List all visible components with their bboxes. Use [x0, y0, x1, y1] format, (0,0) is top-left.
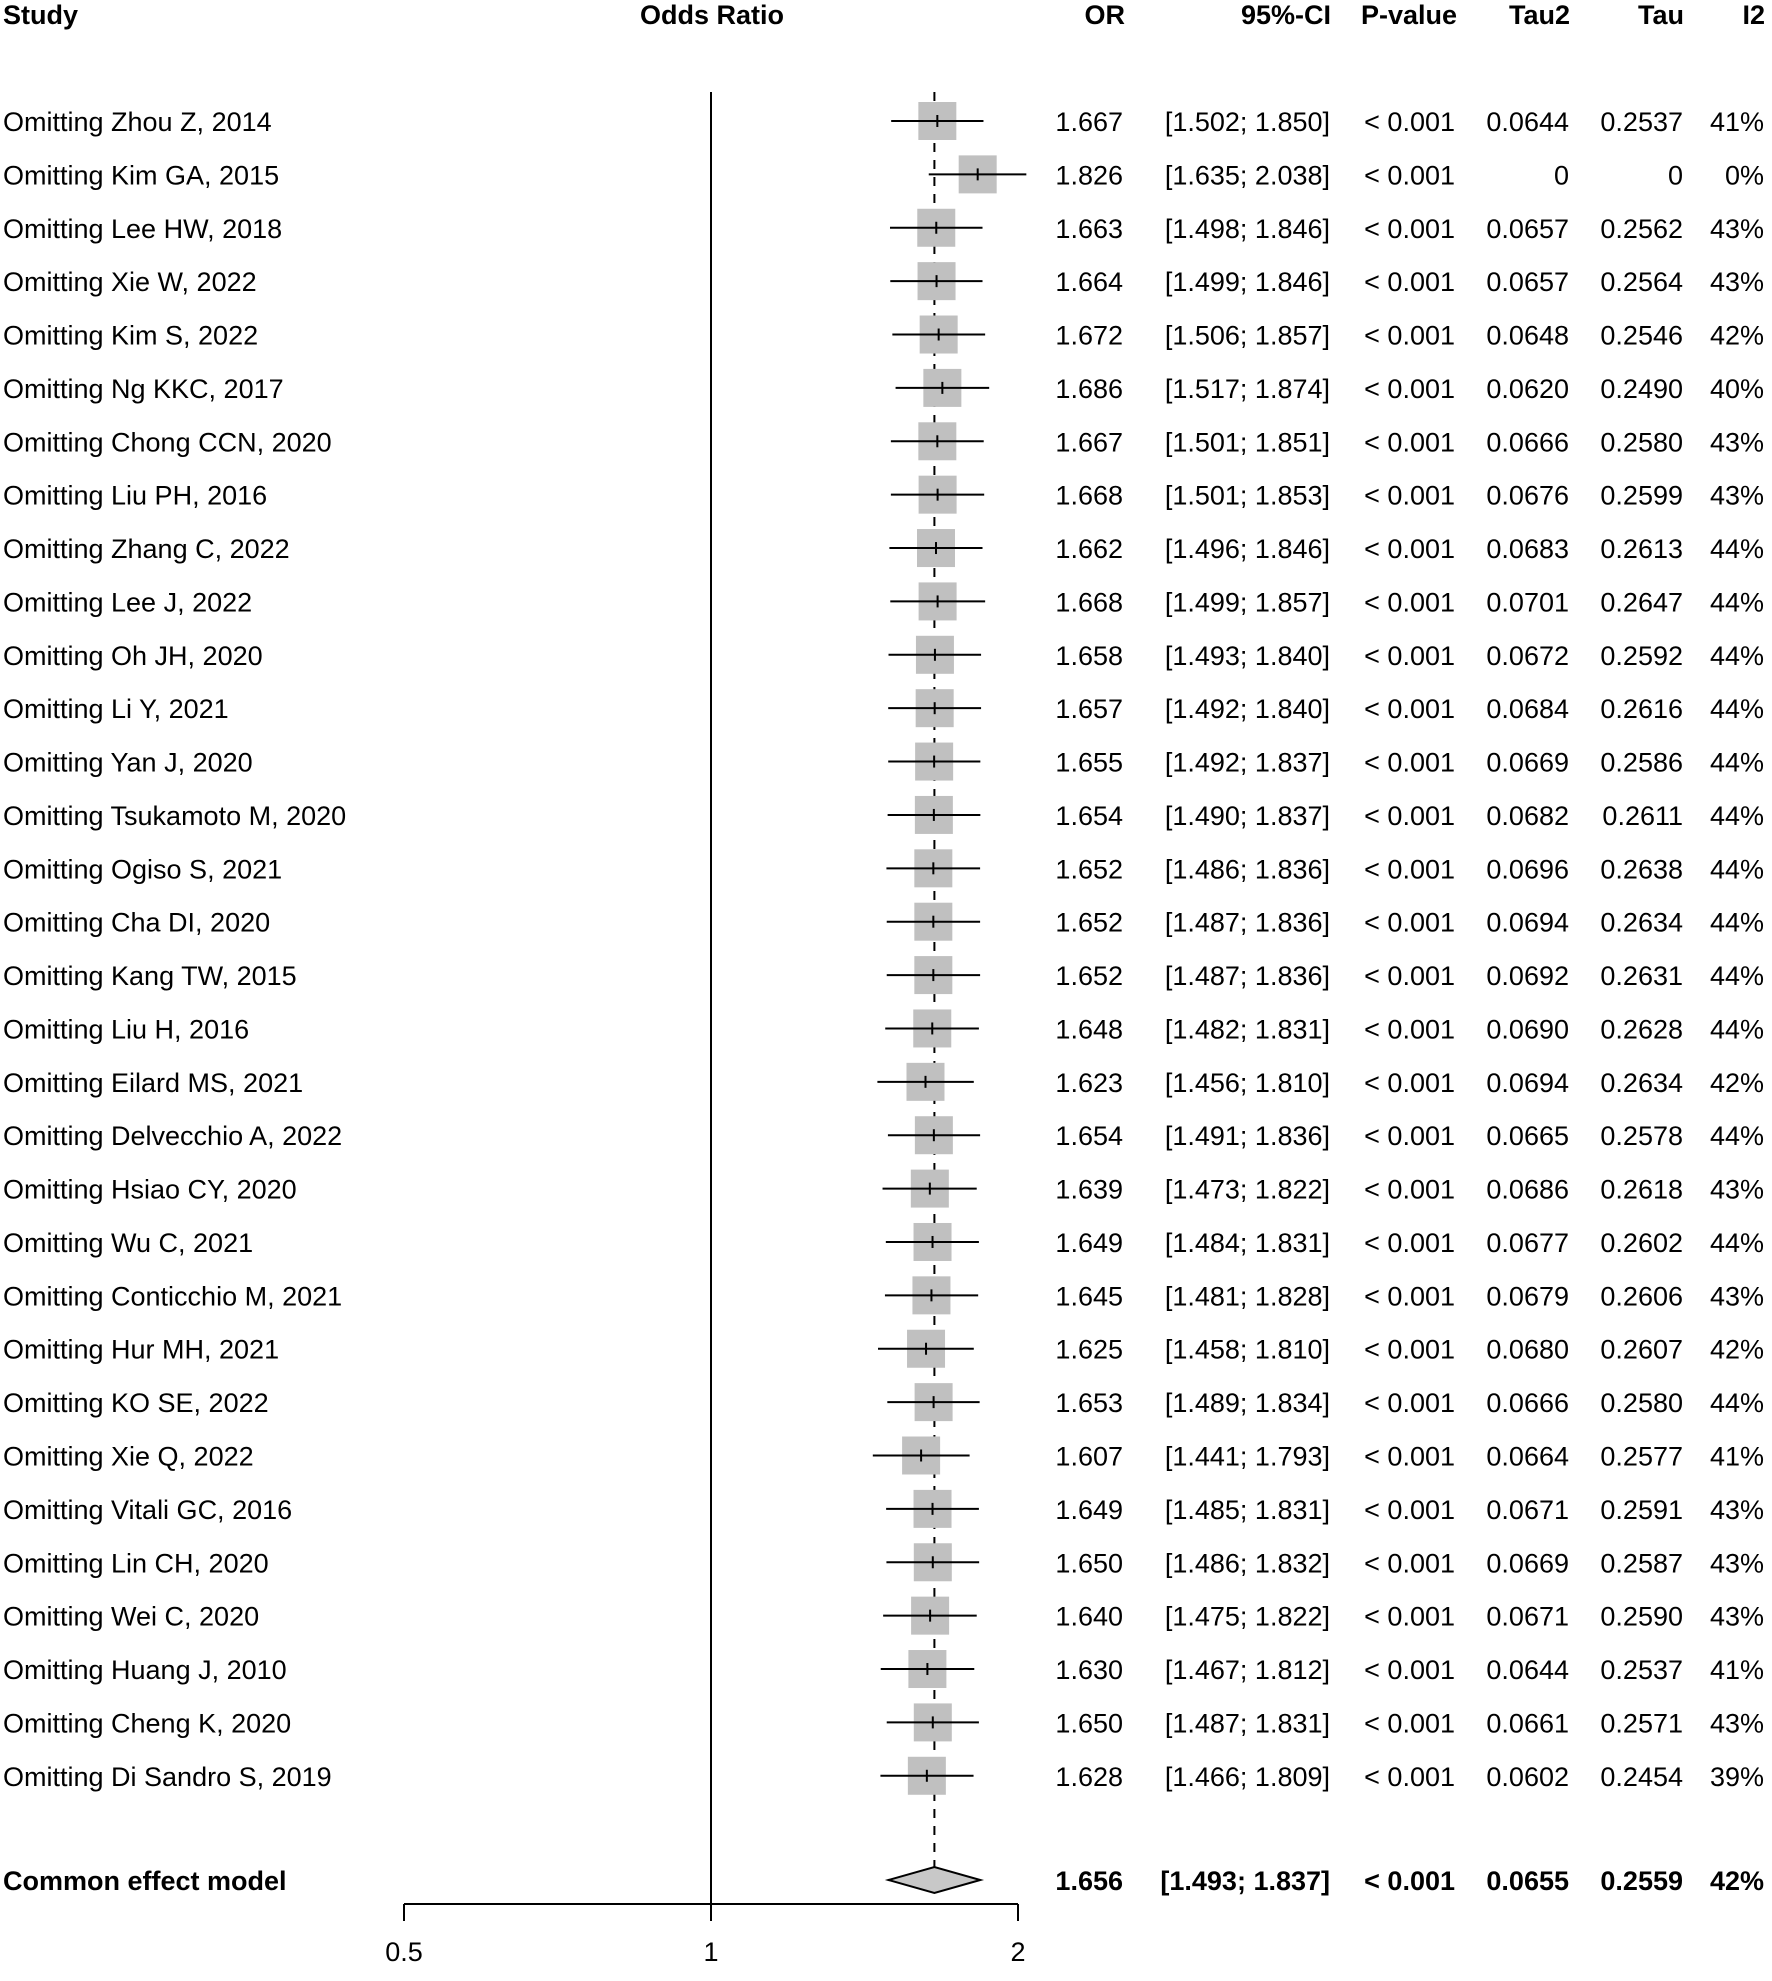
or-value: 1.653	[1055, 1388, 1123, 1419]
tau-value: 0.2580	[1600, 427, 1683, 458]
ci-value: [1.486; 1.832]	[1164, 1548, 1330, 1579]
study-label: Omitting Chong CCN, 2020	[3, 427, 332, 458]
p-value: < 0.001	[1364, 1281, 1455, 1312]
or-value: 1.639	[1055, 1174, 1123, 1205]
study-label: Omitting Zhou Z, 2014	[3, 107, 272, 137]
tau2-value: 0.0679	[1486, 1281, 1569, 1312]
tau-value: 0.2631	[1600, 961, 1683, 992]
p-value: < 0.001	[1364, 1708, 1455, 1739]
ci-value: [1.466; 1.809]	[1164, 1761, 1330, 1792]
study-label: Omitting Lin CH, 2020	[3, 1548, 269, 1579]
ci-value: [1.467; 1.812]	[1164, 1655, 1330, 1686]
table-row	[3, 1543, 1764, 1581]
i2-value: 43%	[1709, 427, 1764, 458]
ci-value: [1.499; 1.857]	[1164, 587, 1330, 618]
ci-value: [1.482; 1.831]	[1164, 1014, 1330, 1045]
or-value: 1.649	[1055, 1494, 1123, 1525]
or-value: 1.628	[1055, 1761, 1123, 1792]
tau-value: 0.2647	[1600, 587, 1683, 618]
tau2-value: 0.0655	[1486, 1866, 1569, 1896]
p-value: < 0.001	[1364, 1601, 1455, 1632]
p-value: < 0.001	[1364, 480, 1455, 511]
or-value: 1.625	[1055, 1334, 1123, 1365]
ci-value: [1.498; 1.846]	[1164, 213, 1330, 244]
p-value: < 0.001	[1364, 427, 1455, 458]
or-value: 1.667	[1055, 107, 1123, 137]
or-value: 1.649	[1055, 1227, 1123, 1258]
study-label: Omitting Kim S, 2022	[3, 320, 259, 351]
tau2-value: 0.0666	[1486, 1388, 1569, 1419]
p-value: < 0.001	[1364, 961, 1455, 992]
or-value: 1.672	[1055, 320, 1123, 351]
tau-value: 0.2592	[1600, 640, 1683, 671]
study-label: Omitting Di Sandro S, 2019	[3, 1761, 332, 1792]
i2-value: 44%	[1709, 1121, 1764, 1152]
tau-value: 0.2599	[1600, 480, 1683, 511]
table-row	[3, 1063, 1764, 1101]
table-row	[3, 529, 1764, 567]
study-label: Common effect model	[3, 1866, 287, 1896]
p-value: < 0.001	[1364, 1334, 1455, 1365]
study-label: Omitting Wu C, 2021	[3, 1227, 254, 1258]
or-value: 1.663	[1055, 213, 1123, 244]
tau-value: 0.2578	[1600, 1121, 1683, 1152]
i2-value: 43%	[1709, 213, 1764, 244]
table-row	[3, 262, 1764, 300]
or-value: 1.645	[1055, 1281, 1123, 1312]
p-value: < 0.001	[1364, 1655, 1455, 1686]
tau2-value: 0.0696	[1486, 854, 1569, 885]
ci-value: [1.501; 1.853]	[1164, 480, 1330, 511]
p-value: < 0.001	[1364, 1494, 1455, 1525]
p-value: < 0.001	[1364, 640, 1455, 671]
study-label: Omitting Ng KKC, 2017	[3, 373, 284, 404]
table-row	[3, 1437, 1764, 1475]
i2-value: 44%	[1709, 587, 1764, 618]
tau-value: 0.2564	[1600, 267, 1683, 298]
header-p-value: P-value	[1360, 0, 1457, 30]
ci-value: [1.496; 1.846]	[1164, 534, 1330, 565]
i2-value: 43%	[1709, 1174, 1764, 1205]
tau-value: 0.2590	[1600, 1601, 1683, 1632]
ci-value: [1.485; 1.831]	[1164, 1494, 1330, 1525]
tau-value: 0.2562	[1600, 213, 1683, 244]
tau2-value: 0.0602	[1486, 1761, 1569, 1792]
tau2-value: 0.0669	[1486, 1548, 1569, 1579]
tau2-value: 0.0686	[1486, 1174, 1569, 1205]
tau-value: 0	[1667, 160, 1683, 191]
p-value: < 0.001	[1364, 800, 1455, 831]
i2-value: 43%	[1709, 1601, 1764, 1632]
or-value: 1.652	[1055, 961, 1123, 992]
tau2-value: 0.0620	[1486, 373, 1569, 404]
tau2-value: 0.0680	[1486, 1334, 1569, 1365]
tau-value: 0.2559	[1600, 1866, 1683, 1896]
study-label: Omitting Hsiao CY, 2020	[3, 1174, 297, 1205]
tau2-value: 0.0684	[1486, 694, 1569, 725]
i2-value: 44%	[1709, 961, 1764, 992]
i2-value: 40%	[1709, 373, 1764, 404]
ci-value: [1.456; 1.810]	[1164, 1067, 1330, 1098]
table-row	[3, 422, 1764, 460]
tau-value: 0.2613	[1600, 534, 1683, 565]
tau-value: 0.2571	[1600, 1708, 1683, 1739]
i2-value: 44%	[1709, 1227, 1764, 1258]
tau-value: 0.2454	[1600, 1761, 1683, 1792]
tau-value: 0.2607	[1600, 1334, 1683, 1365]
p-value: < 0.001	[1364, 213, 1455, 244]
tau2-value: 0.0661	[1486, 1708, 1569, 1739]
i2-value: 44%	[1709, 640, 1764, 671]
or-value: 1.650	[1055, 1708, 1123, 1739]
table-row	[3, 1170, 1764, 1208]
tau2-value: 0.0694	[1486, 907, 1569, 938]
tau2-value: 0.0644	[1486, 107, 1569, 137]
or-value: 1.654	[1055, 800, 1123, 831]
table-row	[3, 316, 1764, 354]
study-label: Omitting Lee J, 2022	[3, 587, 253, 618]
table-row	[3, 1703, 1764, 1741]
ci-value: [1.499; 1.846]	[1164, 267, 1330, 298]
i2-value: 44%	[1709, 1388, 1764, 1419]
i2-value: 44%	[1709, 694, 1764, 725]
p-value: < 0.001	[1364, 747, 1455, 778]
table-row	[3, 582, 1764, 620]
tau2-value: 0.0665	[1486, 1121, 1569, 1152]
p-value: < 0.001	[1364, 1388, 1455, 1419]
ci-value: [1.635; 2.038]	[1164, 160, 1330, 191]
table-row	[3, 1223, 1764, 1261]
p-value: < 0.001	[1364, 1761, 1455, 1792]
table-row	[3, 743, 1764, 781]
tau-value: 0.2537	[1600, 107, 1683, 137]
p-value: < 0.001	[1364, 1548, 1455, 1579]
study-label: Omitting KO SE, 2022	[3, 1388, 269, 1419]
study-label: Omitting Eilard MS, 2021	[3, 1067, 304, 1098]
tau2-value: 0.0669	[1486, 747, 1569, 778]
study-label: Omitting Li Y, 2021	[3, 694, 229, 725]
study-label: Omitting Wei C, 2020	[3, 1601, 260, 1632]
ci-value: [1.493; 1.840]	[1164, 640, 1330, 671]
header-or: OR	[1084, 0, 1125, 30]
study-label: Omitting Conticchio M, 2021	[3, 1281, 343, 1312]
study-label: Omitting Cha DI, 2020	[3, 907, 271, 938]
tau2-value: 0.0648	[1486, 320, 1569, 351]
ci-value: [1.491; 1.836]	[1164, 1121, 1330, 1152]
tau2-value: 0.0644	[1486, 1655, 1569, 1686]
p-value: < 0.001	[1364, 907, 1455, 938]
i2-value: 44%	[1709, 534, 1764, 565]
or-value: 1.826	[1055, 160, 1123, 191]
tau2-value: 0.0657	[1486, 267, 1569, 298]
table-row	[3, 1757, 1764, 1795]
p-value: < 0.001	[1364, 587, 1455, 618]
tau2-value: 0	[1553, 160, 1569, 191]
ci-value: [1.481; 1.828]	[1164, 1281, 1330, 1312]
table-row	[3, 155, 1764, 193]
tau2-value: 0.0671	[1486, 1601, 1569, 1632]
tau-value: 0.2591	[1600, 1494, 1683, 1525]
tau-value: 0.2602	[1600, 1227, 1683, 1258]
i2-value: 42%	[1709, 1334, 1764, 1365]
table-row	[3, 1009, 1764, 1047]
i2-value: 43%	[1709, 480, 1764, 511]
or-value: 1.652	[1055, 907, 1123, 938]
or-value: 1.652	[1055, 854, 1123, 885]
p-value: < 0.001	[1364, 1121, 1455, 1152]
tau-value: 0.2546	[1600, 320, 1683, 351]
x-tick-label: 2	[1010, 1937, 1026, 1967]
table-row	[3, 209, 1764, 247]
or-value: 1.667	[1055, 427, 1123, 458]
p-value: < 0.001	[1364, 534, 1455, 565]
summary-diamond	[889, 1867, 981, 1893]
i2-value: 43%	[1709, 1548, 1764, 1579]
tau-value: 0.2577	[1600, 1441, 1683, 1472]
ci-value: [1.484; 1.831]	[1164, 1227, 1330, 1258]
table-row	[3, 903, 1764, 941]
table-row	[3, 636, 1764, 674]
tau2-value: 0.0672	[1486, 640, 1569, 671]
i2-value: 41%	[1709, 1441, 1764, 1472]
or-value: 1.668	[1055, 480, 1123, 511]
ci-value: [1.487; 1.836]	[1164, 961, 1330, 992]
study-label: Omitting Oh JH, 2020	[3, 640, 263, 671]
ci-value: [1.490; 1.837]	[1164, 800, 1330, 831]
or-value: 1.668	[1055, 587, 1123, 618]
tau-value: 0.2634	[1600, 907, 1683, 938]
i2-value: 39%	[1709, 1761, 1764, 1792]
or-value: 1.686	[1055, 373, 1123, 404]
p-value: < 0.001	[1364, 694, 1455, 725]
study-label: Omitting Xie W, 2022	[3, 267, 257, 298]
or-value: 1.648	[1055, 1014, 1123, 1045]
i2-value: 44%	[1709, 800, 1764, 831]
tau2-value: 0.0694	[1486, 1067, 1569, 1098]
i2-value: 44%	[1709, 907, 1764, 938]
ci-value: [1.492; 1.837]	[1164, 747, 1330, 778]
p-value: < 0.001	[1364, 107, 1455, 137]
study-label: Omitting Cheng K, 2020	[3, 1708, 292, 1739]
ci-value: [1.473; 1.822]	[1164, 1174, 1330, 1205]
i2-value: 42%	[1709, 1067, 1764, 1098]
study-label: Omitting Tsukamoto M, 2020	[3, 800, 347, 831]
or-value: 1.655	[1055, 747, 1123, 778]
tau-value: 0.2587	[1600, 1548, 1683, 1579]
tau-value: 0.2618	[1600, 1174, 1683, 1205]
or-value: 1.662	[1055, 534, 1123, 565]
ci-value: [1.493; 1.837]	[1160, 1866, 1330, 1896]
tau-value: 0.2638	[1600, 854, 1683, 885]
or-value: 1.664	[1055, 267, 1123, 298]
study-label: Omitting Lee HW, 2018	[3, 213, 283, 244]
or-value: 1.623	[1055, 1067, 1123, 1098]
study-label: Omitting Hur MH, 2021	[3, 1334, 280, 1365]
p-value: < 0.001	[1364, 160, 1455, 191]
table-row	[3, 1116, 1764, 1154]
study-label: Omitting Delvecchio A, 2022	[3, 1121, 343, 1152]
p-value: < 0.001	[1364, 854, 1455, 885]
i2-value: 42%	[1709, 1866, 1764, 1896]
table-row	[3, 102, 1764, 140]
table-row	[3, 1597, 1764, 1635]
i2-value: 43%	[1709, 1281, 1764, 1312]
table-row	[3, 1330, 1764, 1368]
i2-value: 0%	[1724, 160, 1764, 191]
header-ci: 95%-CI	[1240, 0, 1331, 30]
i2-value: 43%	[1709, 1494, 1764, 1525]
tau2-value: 0.0690	[1486, 1014, 1569, 1045]
tau-value: 0.2586	[1600, 747, 1683, 778]
ci-value: [1.506; 1.857]	[1164, 320, 1330, 351]
table-row	[3, 476, 1764, 514]
table-row	[3, 1383, 1764, 1421]
p-value: < 0.001	[1364, 373, 1455, 404]
ci-value: [1.458; 1.810]	[1164, 1334, 1330, 1365]
i2-value: 43%	[1709, 1708, 1764, 1739]
study-label: Omitting Ogiso S, 2021	[3, 854, 283, 885]
header-odds-ratio: Odds Ratio	[639, 0, 785, 30]
study-label: Omitting Vitali GC, 2016	[3, 1494, 293, 1525]
table-row	[3, 1490, 1764, 1528]
ci-value: [1.492; 1.840]	[1164, 694, 1330, 725]
table-row	[3, 849, 1764, 887]
i2-value: 44%	[1709, 747, 1764, 778]
p-value: < 0.001	[1364, 1227, 1455, 1258]
p-value: < 0.001	[1364, 1014, 1455, 1045]
ci-value: [1.487; 1.831]	[1164, 1708, 1330, 1739]
study-label: Omitting Kang TW, 2015	[3, 961, 297, 992]
header-tau2: Tau2	[1508, 0, 1570, 30]
or-value: 1.658	[1055, 640, 1123, 671]
study-label: Omitting Zhang C, 2022	[3, 534, 290, 565]
study-label: Omitting Yan J, 2020	[3, 747, 253, 778]
tau2-value: 0.0664	[1486, 1441, 1569, 1472]
table-row	[3, 796, 1764, 834]
p-value: < 0.001	[1364, 1441, 1455, 1472]
or-value: 1.640	[1055, 1601, 1123, 1632]
or-value: 1.607	[1055, 1441, 1123, 1472]
i2-value: 41%	[1709, 1655, 1764, 1686]
tau2-value: 0.0683	[1486, 534, 1569, 565]
tau-value: 0.2616	[1600, 694, 1683, 725]
i2-value: 43%	[1709, 267, 1764, 298]
tau-value: 0.2611	[1602, 800, 1683, 831]
p-value: < 0.001	[1364, 320, 1455, 351]
study-label: Omitting Liu PH, 2016	[3, 480, 268, 511]
or-value: 1.630	[1055, 1655, 1123, 1686]
ci-value: [1.486; 1.836]	[1164, 854, 1330, 885]
tau-value: 0.2606	[1600, 1281, 1683, 1312]
tau2-value: 0.0671	[1486, 1494, 1569, 1525]
table-row	[3, 1276, 1764, 1314]
or-value: 1.654	[1055, 1121, 1123, 1152]
study-label: Omitting Huang J, 2010	[3, 1655, 287, 1686]
tau-value: 0.2490	[1600, 373, 1683, 404]
tau2-value: 0.0676	[1486, 480, 1569, 511]
or-value: 1.657	[1055, 694, 1123, 725]
ci-value: [1.487; 1.836]	[1164, 907, 1330, 938]
tau2-value: 0.0682	[1486, 800, 1569, 831]
ci-value: [1.441; 1.793]	[1164, 1441, 1330, 1472]
p-value: < 0.001	[1364, 1866, 1455, 1896]
ci-value: [1.502; 1.850]	[1164, 107, 1330, 137]
tau-value: 0.2580	[1600, 1388, 1683, 1419]
table-row	[3, 369, 1764, 407]
p-value: < 0.001	[1364, 1174, 1455, 1205]
or-value: 1.650	[1055, 1548, 1123, 1579]
header-i2: I2	[1742, 0, 1765, 30]
i2-value: 44%	[1709, 1014, 1764, 1045]
i2-value: 41%	[1709, 107, 1764, 137]
table-row	[3, 689, 1764, 727]
table-row	[3, 956, 1764, 994]
ci-value: [1.501; 1.851]	[1164, 427, 1330, 458]
table-row	[3, 1650, 1764, 1688]
study-label: Omitting Kim GA, 2015	[3, 160, 280, 191]
tau2-value: 0.0666	[1486, 427, 1569, 458]
i2-value: 42%	[1709, 320, 1764, 351]
x-tick-label: 0.5	[385, 1937, 423, 1967]
tau2-value: 0.0692	[1486, 961, 1569, 992]
ci-value: [1.489; 1.834]	[1164, 1388, 1330, 1419]
p-value: < 0.001	[1364, 1067, 1455, 1098]
i2-value: 44%	[1709, 854, 1764, 885]
header-tau: Tau	[1638, 0, 1684, 30]
ci-value: [1.475; 1.822]	[1164, 1601, 1330, 1632]
p-value: < 0.001	[1364, 267, 1455, 298]
tau-value: 0.2628	[1600, 1014, 1683, 1045]
ci-value: [1.517; 1.874]	[1164, 373, 1330, 404]
study-label: Omitting Xie Q, 2022	[3, 1441, 254, 1472]
or-value: 1.656	[1055, 1866, 1123, 1896]
x-tick-label: 1	[703, 1937, 719, 1967]
tau2-value: 0.0677	[1486, 1227, 1569, 1258]
tau-value: 0.2537	[1600, 1655, 1683, 1686]
tau-value: 0.2634	[1600, 1067, 1683, 1098]
summary-row	[3, 1866, 1764, 1896]
tau2-value: 0.0657	[1486, 213, 1569, 244]
tau2-value: 0.0701	[1486, 587, 1569, 618]
study-label: Omitting Liu H, 2016	[3, 1014, 250, 1045]
header-study: Study	[3, 0, 79, 30]
